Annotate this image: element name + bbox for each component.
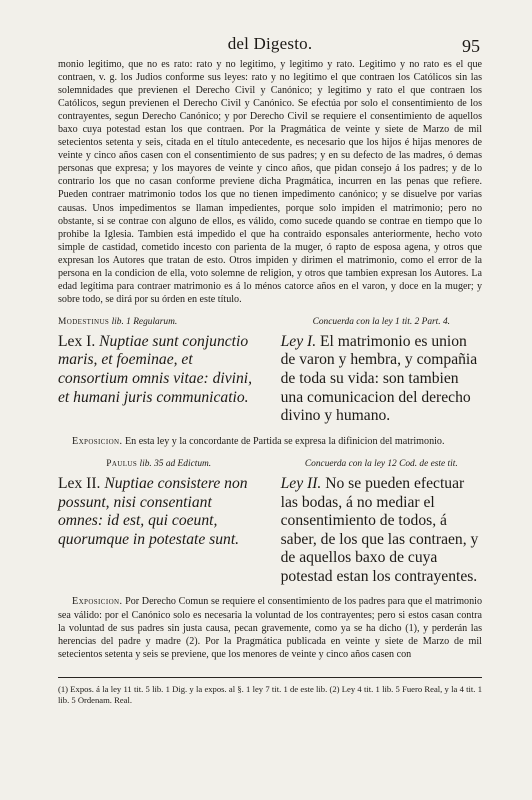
law-1-latin-lead: Lex I.: [58, 332, 96, 350]
exposicion-1-label: Exposicion.: [72, 435, 123, 447]
exposicion-1: [58, 435, 482, 448]
page-number: 95: [462, 36, 480, 56]
law-2: [58, 458, 482, 587]
law-2-latin-citation: [58, 458, 259, 470]
law-2-spanish-body: No se pueden efectuar las bodas, á no mediar el consentimiento de todos, á saber, de los que las contraen, y de aquellos baxo de cuya potestad estan los contrayentes.: [280, 474, 479, 585]
law-2-latin-text: [58, 475, 259, 549]
law-2-spanish-citation: Concuerda con la ley 12 Cod. de este tit.: [304, 458, 458, 469]
law-1-latin-source: lib. 1 Regularum.: [111, 316, 178, 327]
exposicion-2: [58, 595, 482, 660]
law-1: [58, 316, 482, 426]
law-1-latin-citation: [58, 316, 259, 328]
law-1-latin-body: Nuptiae sunt conjunctio maris, et foeminae, et consortium omnis vitae: divini, et humani juris communicatio.: [58, 332, 253, 406]
law-2-latin-author: Paulus: [106, 458, 138, 469]
exposicion-2-label: Exposicion.: [72, 596, 123, 608]
law-1-spanish-text: [281, 333, 482, 426]
exposicion-1-text: En esta ley y la concordante de Partida se expresa la difinicion del matrimonio.: [124, 435, 445, 447]
law-2-latin-body: Nuptiae consistere non possunt, nisi consentiant omnes: id est, qui coeunt, quorumque in potestate sunt.: [58, 474, 248, 548]
law-1-latin-text: [58, 333, 259, 407]
footnote-divider: [58, 677, 482, 678]
law-2-spanish-text: [281, 475, 482, 587]
law-1-spanish-citation: Concuerda con la ley 1 tit. 2 Part. 4.: [312, 316, 450, 327]
law-2-spanish-column: [281, 458, 482, 587]
law-1-spanish-lead: Ley I.: [280, 332, 317, 350]
body-paragraph: monio legitimo, que no es rato: rato y no legitimo, y legitimo y rato. Legitimo y no rato es el que contraen, v. g. los Judios conforme sus leyes: rato y no legitimo el que contraen los Católicos sin las solemnidades que previenen el Derecho Civil y Canónico; y legitimo y rato el que contraen los Católicos, segun previenen el Derecho Civil y Canónico. Se efectúa por solo el consentimiento de los contrayentes, segun Derecho Canónico; y por Derecho Civil se requiere el consentimiento de aquellos baxo cuya potestad estan los que contraen. Por la Pragmática de veinte y siete de Marzo de mil setecientos setenta y seis, citada en el título antecedente, es necesario que los hijos é hijas menores de veinte y cinco años casen con el consentimiento de sus padres; y en su defecto de las madres, ó demas personas que expresa; y los mayores de veinte y cinco años, que pidan consejo á los padres; y de lo contrario los que no casan conforme previene dicha Pragmática, incurren en las penas que refiere. Pueden contraer matrimonio todos los que no tienen impedimento canónico; y se disuelve por varias causas. Unos impedimentos se llaman impedientes, porque solo impiden el matrimonio; pero no obstante, si se contrae con alguno de ellos, es válido, como sucede quando se contrae en tiempo que lo prohibe la Iglesia. Tambien está impedido el que ha contraido esponsales anteriormente, hecho voto simple de castidad, cometido incesto con parienta de la muger, ó rapto de esposa agena, y otros que expresan los Autores que tratan de esto. Otros impiden y dirimen el matrimonio, como el error de la persona en la condicion de ella, voto solemne de religion, y otros que tambien expresan los Autores. La edad legítima para contraer matrimonio es á lo ménos catorce años en el varon, y doce en la muger; y sobre todo, se dirá por su órden en este título.: [58, 59, 482, 305]
law-2-latin-lead: Lex II.: [58, 474, 101, 492]
law-1-latin-column: [58, 316, 259, 426]
exposicion-2-text: Por Derecho Comun se requiere el consentimiento de los padres para que el matrimonio sea válido: por el Canónico solo es necesaria la voluntad de los contrayentes; pero si estos casan contra la voluntad de sus padres sin justa causa, pecan gravemente, como ya se ha dicho (1), y perderán las herencias del padre y madre (2). Por la Pragmática publicada en veinte y siete de Marzo de mil setecientos setenta y seis se previene, que los menores de veinte y cinco años casen con: [58, 596, 482, 660]
page-header: [58, 0, 482, 58]
running-head: del Digesto.: [227, 34, 313, 53]
law-1-latin-author: Modestinus: [58, 316, 110, 327]
law-2-spanish-lead: Ley II.: [280, 474, 322, 492]
footnotes: (1) Expos. á la ley 11 tit. 5 lib. 1 Dig. y la expos. al §. 1 ley 7 tit. 1 de este lib. (2) Ley 4 tit. 1 lib. 5 Fuero Real, y la 4 tit. 1 lib. 5 Ordenam. Real.: [58, 683, 482, 706]
law-2-latin-source: lib. 35 ad Edictum.: [139, 458, 212, 469]
law-1-spanish-column: [281, 316, 482, 426]
law-2-latin-column: [58, 458, 259, 587]
law-1-spanish-body: El matrimonio es union de varon y hembra, y compañia de toda su vida: son tambien una comunicacion del derecho divino y humano.: [280, 332, 478, 425]
